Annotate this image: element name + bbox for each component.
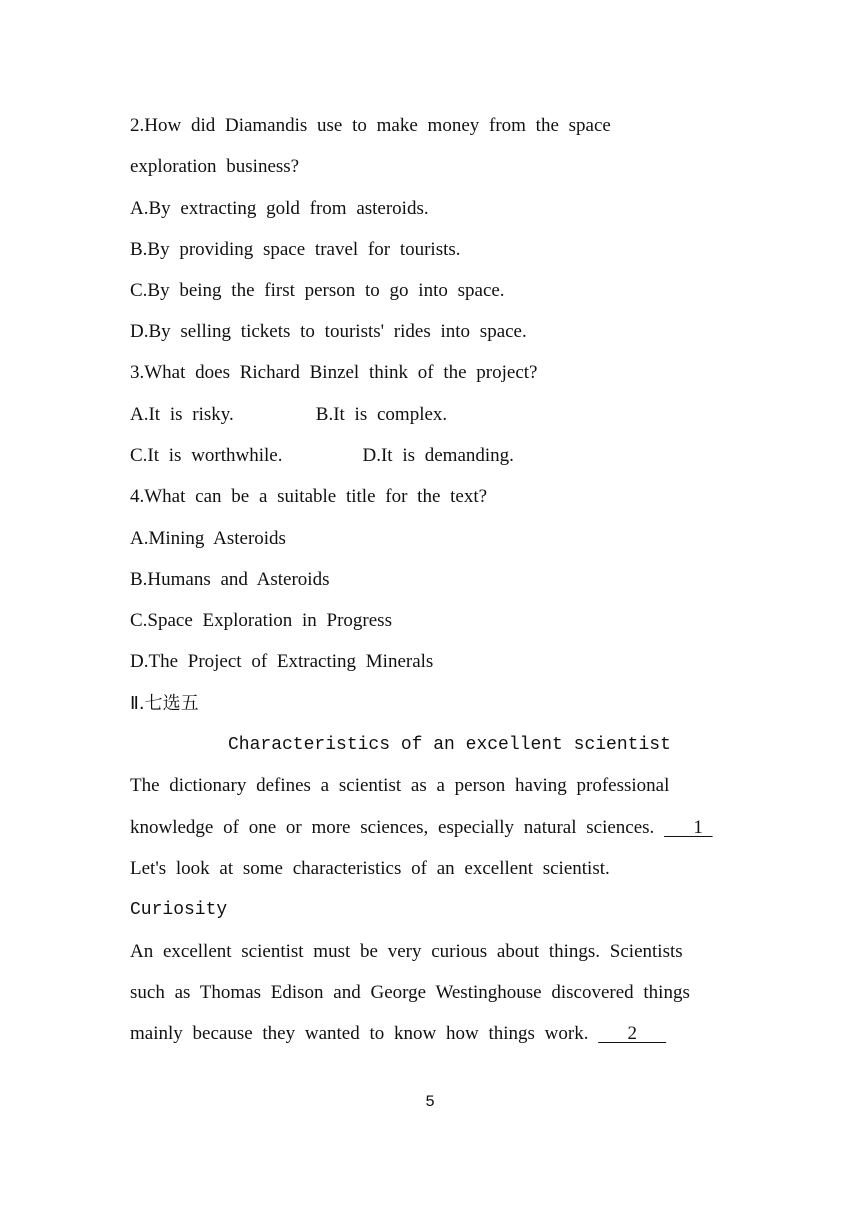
passage-p1-line1: The dictionary defines a scientist as a person having professional — [130, 775, 670, 796]
q4-stem: 4.What can be a suitable title for the text? — [130, 486, 488, 507]
passage-p2-line3 — [130, 1022, 666, 1046]
q3-stem: 3.What does Richard Binzel think of the project? — [130, 362, 538, 383]
section-heading: Ⅱ.七选五 — [130, 693, 199, 714]
passage-p2-text: mainly because they wanted to know how things work. — [130, 1023, 589, 1044]
passage-p1-text: knowledge of one or more sciences, especially natural sciences. — [130, 817, 655, 838]
passage-title: Characteristics of an excellent scientist — [228, 735, 671, 755]
q2-option-d: D.By selling tickets to tourists' rides into space. — [130, 321, 527, 342]
q4-option-b: B.Humans and Asteroids — [130, 569, 330, 590]
q3-option-a: A.It is risky. — [130, 404, 234, 425]
q3-option-c: C.It is worthwhile. — [130, 445, 283, 466]
q4-option-a: A.Mining Asteroids — [130, 528, 286, 549]
q2-option-b: B.By providing space travel for tourists. — [130, 239, 461, 260]
passage-p1-line2 — [130, 816, 713, 840]
passage-p2-line2: such as Thomas Edison and George Westinghouse discovered things — [130, 982, 690, 1003]
q3-option-b: B.It is complex. — [315, 404, 448, 425]
blank-1: 1 — [664, 817, 713, 838]
q2-option-c: C.By being the first person to go into space. — [130, 280, 505, 301]
q2-stem-line2: exploration business? — [130, 156, 300, 177]
q4-option-c: C.Space Exploration in Progress — [130, 610, 392, 631]
passage-subheading: Curiosity — [130, 900, 228, 920]
q2-stem-line1: 2.How did Diamandis use to make money from the space — [130, 115, 611, 136]
q2-option-a: A.By extracting gold from asteroids. — [130, 198, 429, 219]
q3-options-row2 — [130, 444, 514, 468]
page-number: 5 — [425, 1093, 435, 1111]
q3-option-d: D.It is demanding. — [362, 445, 514, 466]
q4-option-d: D.The Project of Extracting Minerals — [130, 651, 434, 672]
q3-options-row1 — [130, 403, 447, 427]
blank-2: 2 — [598, 1023, 667, 1044]
passage-p1-line3: Let's look at some characteristics of an excellent scientist. — [130, 858, 610, 879]
passage-p2-line1: An excellent scientist must be very curious about things. Scientists — [130, 941, 683, 962]
